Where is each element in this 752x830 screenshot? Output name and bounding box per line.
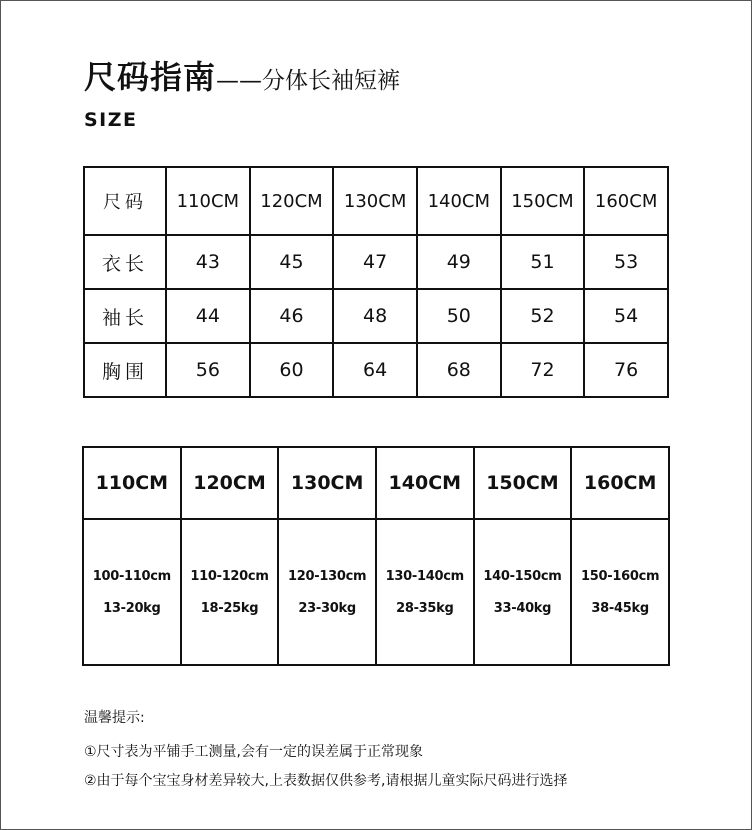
header-cell: 140CM (376, 447, 474, 519)
table-cell: 45 (250, 235, 334, 289)
row-label: 衣长 (84, 235, 166, 289)
header-cell: 150CM (474, 447, 572, 519)
weight-range: 18-25kg (200, 600, 259, 616)
table-cell: 43 (166, 235, 250, 289)
table-cell: 44 (166, 289, 250, 343)
size-label: SIZE (84, 109, 138, 131)
table-row (84, 235, 668, 289)
height-range: 140-150cm (483, 568, 562, 584)
weight-range: 13-20kg (103, 600, 161, 616)
table-cell: 49 (417, 235, 501, 289)
row-label: 袖长 (84, 289, 166, 343)
table-cell: 64 (333, 343, 417, 397)
weight-range: 38-45kg (591, 600, 649, 616)
table-cell: 51 (501, 235, 585, 289)
table-row (84, 343, 668, 397)
height-range: 120-130cm (288, 568, 367, 584)
fit-table-header-row (83, 447, 669, 519)
table-cell: 46 (250, 289, 334, 343)
table-cell: 52 (501, 289, 585, 343)
header-cell: 140CM (417, 167, 501, 235)
table-cell: 56 (166, 343, 250, 397)
weight-range: 33-40kg (493, 600, 552, 616)
tips-line-2: ②由于每个宝宝身材差异较大,上表数据仅供参考,请根据儿童实际尺码进行选择 (84, 773, 568, 789)
fit-cell (376, 519, 474, 665)
fit-table (82, 446, 670, 666)
table-cell: 50 (417, 289, 501, 343)
header-cell: 150CM (501, 167, 585, 235)
height-range: 130-140cm (385, 568, 464, 584)
size-table-header-row (84, 167, 668, 235)
height-range: 110-120cm (190, 568, 269, 584)
title-sub: ——分体长袖短裤 (216, 68, 401, 94)
row-label: 胸围 (84, 343, 166, 397)
height-range: 150-160cm (581, 568, 660, 584)
header-cell: 120CM (250, 167, 334, 235)
header-cell: 160CM (584, 167, 668, 235)
weight-range: 23-30kg (298, 600, 356, 616)
fit-cell (83, 519, 181, 665)
fit-cell (181, 519, 279, 665)
table-row (84, 289, 668, 343)
title-main: 尺码指南 (84, 58, 217, 96)
table-cell: 48 (333, 289, 417, 343)
table-cell: 53 (584, 235, 668, 289)
tips-title: 温馨提示: (84, 710, 145, 726)
header-cell: 130CM (278, 447, 376, 519)
header-cell: 110CM (166, 167, 250, 235)
height-range: 100-110cm (92, 568, 171, 584)
header-cell: 160CM (571, 447, 669, 519)
table-cell: 54 (584, 289, 668, 343)
header-cell: 130CM (333, 167, 417, 235)
weight-range: 28-35kg (396, 600, 454, 616)
table-cell: 47 (333, 235, 417, 289)
table-row (83, 519, 669, 665)
header-cell: 110CM (83, 447, 181, 519)
header-cell: 尺码 (84, 167, 166, 235)
fit-cell (474, 519, 572, 665)
table-cell: 72 (501, 343, 585, 397)
table-cell: 76 (584, 343, 668, 397)
fit-cell (571, 519, 669, 665)
table-cell: 68 (417, 343, 501, 397)
size-table (83, 166, 669, 398)
header-cell: 120CM (181, 447, 279, 519)
page-title (84, 52, 400, 98)
table-cell: 60 (250, 343, 334, 397)
tips-line-1: ①尺寸表为平铺手工测量,会有一定的误差属于正常现象 (84, 744, 423, 760)
fit-cell (278, 519, 376, 665)
